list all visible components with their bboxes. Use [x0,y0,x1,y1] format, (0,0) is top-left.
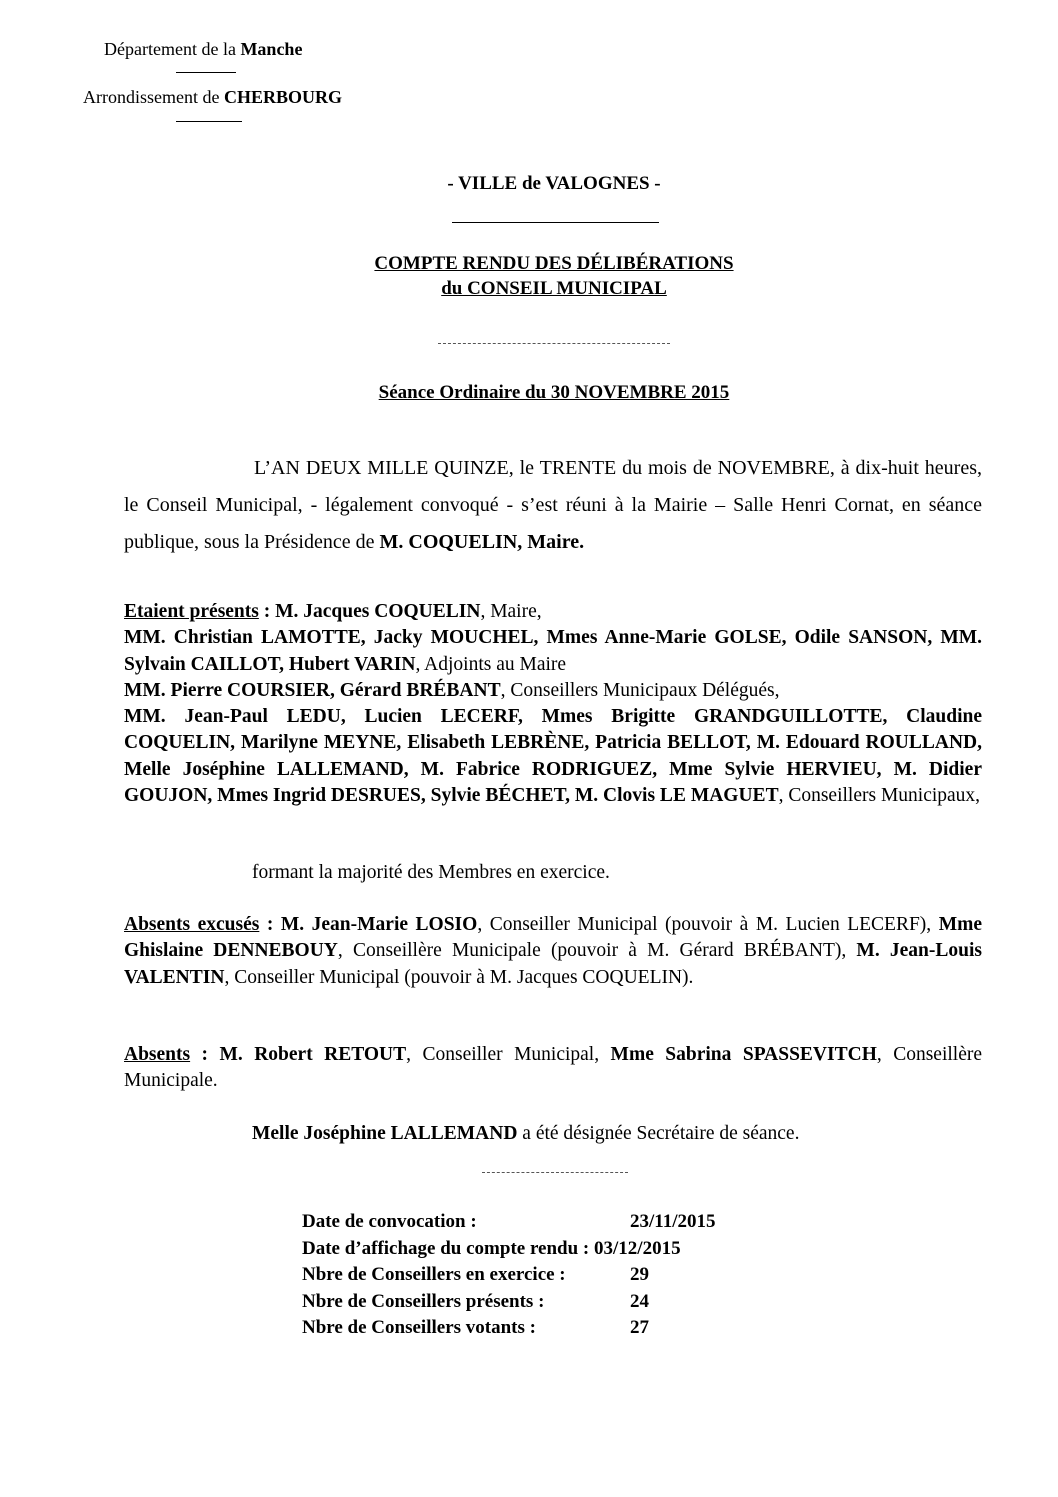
delegues-role: , Conseillers Municipaux Délégués, [500,679,780,701]
convocation-value: 23/11/2015 [630,1211,716,1232]
header-divider-1 [176,72,236,73]
intro-text: L’AN DEUX MILLE QUINZE, le TRENTE du mois de NOVEMBRE, à dix-huit heures, le Conseil Municipal, - légalement convoqué - s’est réuni à la Mairie – Salle Henri Cornat, en séance publique, sous la Présidence de [124,457,982,553]
votants-label: Nbre de Conseillers votants : [302,1317,536,1338]
session-title: Séance Ordinaire du 30 NOVEMBRE 2015 [378,382,730,403]
delegues-names: MM. Pierre COURSIER, Gérard BRÉBANT [124,679,501,701]
exercice-value: 29 [630,1264,649,1285]
affichage-line: Date d’affichage du compte rendu : 03/12/2015 [302,1238,681,1259]
absents-sep: : [190,1044,220,1065]
excuse-1-name: M. Jean-Marie LOSIO [280,914,478,935]
absents-paragraph [124,1042,982,1095]
secretary-dash-divider [482,1172,628,1173]
adjoints-role: , Adjoints au Maire [415,653,567,675]
excuses-label: Absents excusés [124,914,260,935]
department-name: Manche [240,39,303,59]
intro-paragraph [124,450,982,561]
absent-2-rest: , Conseillère Municipale. [124,1044,983,1092]
arrondissement-name: CHERBOURG [223,87,342,107]
secretary-rest: a été désignée Secrétaire de séance. [517,1123,800,1144]
excuse-2-rest: , Conseillère Municipale (pouvoir à M. Gérard BRÉBANT), [337,940,857,962]
president-name: M. COQUELIN, Maire. [379,531,585,553]
excuse-3-rest: , Conseiller Municipal (pouvoir à M. Jacques COQUELIN). [224,966,694,988]
doc-title-line2: du CONSEIL MUNICIPAL [441,278,667,299]
presents-label: Etaient présents [124,601,259,622]
convocation-label: Date de convocation : [302,1211,477,1232]
department-line [104,38,302,60]
doc-title-line1: COMPTE RENDU DES DÉLIBÉRATIONS [374,253,734,274]
absents-label: Absents [124,1044,191,1065]
arrondissement-line [83,86,342,108]
secretary-line [252,1121,982,1147]
town-title: - VILLE de VALOGNES - [447,173,661,194]
votants-value: 27 [630,1317,649,1338]
presents-maire-line [124,599,982,625]
presents-count-value: 24 [630,1291,649,1312]
excuse-3-name: M. Jean-Louis VALENTIN [124,940,982,988]
exercice-label: Nbre de Conseillers en exercice : [302,1264,566,1285]
department-prefix: Département de la [104,39,241,59]
maire-name: M. Jacques COQUELIN [275,601,481,622]
town-divider [452,222,659,223]
majority-line: formant la majorité des Membres en exercice. [252,862,610,883]
maire-role: , Maire, [480,601,542,622]
secretary-name: Melle Joséphine LALLEMAND [252,1123,518,1144]
presents-sep: : [258,601,276,622]
presents-paragraph [124,599,982,809]
presents-count-label: Nbre de Conseillers présents : [302,1291,545,1312]
conseillers-role: , Conseillers Municipaux, [778,785,981,807]
absent-1-name: M. Robert RETOUT [219,1044,407,1065]
excuses-sep: : [259,914,281,935]
arrondissement-prefix: Arrondissement de [83,87,224,107]
header-divider-2 [176,121,242,122]
conseillers-names: MM. Jean-Paul LEDU, Lucien LECERF, Mmes Brigitte GRANDGUILLOTTE, Claudine COQUELIN, Marilyne MEYNE, Elisabeth LEBRÈNE, Patricia BELLOT, M. Edouard ROULLAND, Melle Joséphine LALLEMAND, M. Fabrice RODRIGUEZ, Mme Sylvie HERVIEU, M. Didier GOUJON, Mmes Ingrid DESRUES, Sylvie BÉCHET, M. Clovis LE MAGUET [124,706,982,807]
excuse-1-rest: , Conseiller Municipal (pouvoir à M. Lucien LECERF), [477,914,939,935]
excuse-2-name: Mme Ghislaine DENNEBOUY [124,914,982,962]
excuses-paragraph [124,912,982,991]
presents-conseillers [124,704,982,809]
adjoints-names: MM. Christian LAMOTTE, Jacky MOUCHEL, Mmes Anne-Marie GOLSE, Odile SANSON, MM. Sylvain CAILLOT, Hubert VARIN [124,627,982,675]
presents-adjoints [124,625,982,678]
absent-1-rest: , Conseiller Municipal, [406,1044,611,1065]
title-dash-divider [438,343,670,344]
absent-2-name: Mme Sabrina SPASSEVITCH [610,1044,877,1065]
presents-delegues [124,678,982,704]
